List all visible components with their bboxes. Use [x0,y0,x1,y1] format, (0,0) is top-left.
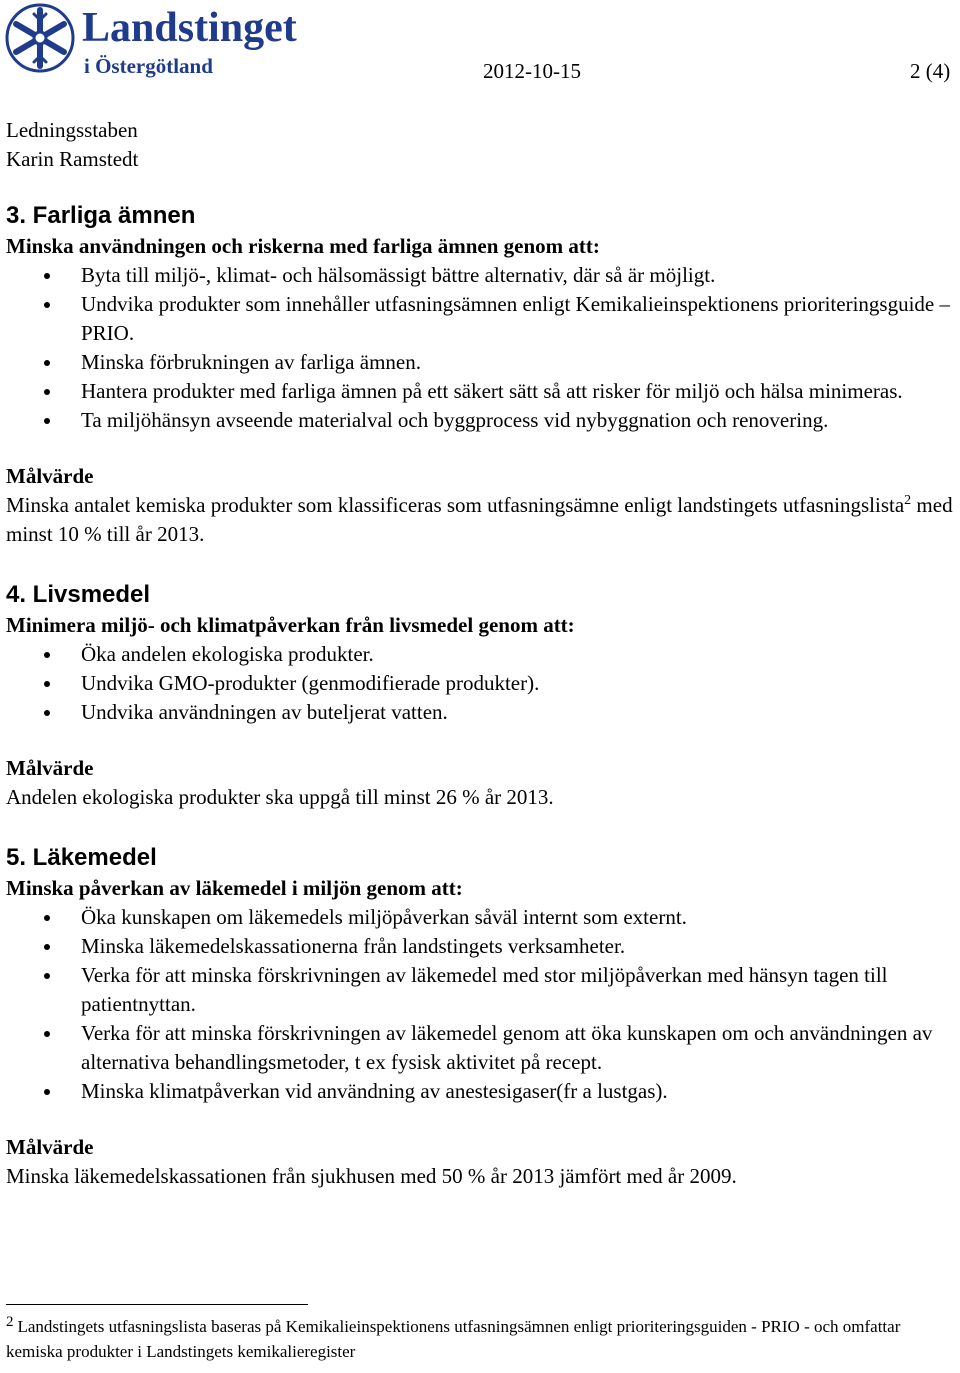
bullet-icon [44,915,50,921]
section-heading: 5. Läkemedel [6,844,157,871]
section-pharmaceuticals [6,842,956,1191]
bullet-icon [44,1031,50,1037]
list-item: Minska läkemedelskassationerna från landstingets verksamheter. [6,932,956,961]
list-item: Öka kunskapen om läkemedels miljöpåverkan såväl internt som externt. [6,903,956,932]
department: Ledningsstaben [6,118,138,142]
bullet-icon [44,1089,50,1095]
target-label: Målvärde [6,464,94,488]
list-item: Undvika produkter som innehåller utfasningsämnen enligt Kemikalieinspektionens prioriteringsguide – PRIO. [6,290,956,348]
section-heading: 3. Farliga ämnen [6,202,196,229]
bullet-icon [44,944,50,950]
footnote-ref: 2 [904,493,912,508]
section-intro: Minska påverkan av läkemedel i miljön genom att: [6,876,463,900]
bullet-list [6,640,956,727]
target-text: Andelen ekologiska produkter ska uppgå till minst 26 % år 2013. [6,785,554,809]
bullet-icon [44,302,50,308]
list-item: Ta miljöhänsyn avseende materialval och byggprocess vid nybyggnation och renovering. [6,406,956,435]
list-item: Verka för att minska förskrivningen av läkemedel med stor miljöpåverkan med hänsyn tagen till patientnyttan. [6,961,956,1019]
footnote [6,1314,956,1364]
list-item: Öka andelen ekologiska produkter. [6,640,956,669]
bullet-list [6,903,956,1106]
bullet-icon [44,418,50,424]
section-hazardous-substances [6,200,956,549]
section-intro: Minska användningen och riskerna med farliga ämnen genom att: [6,234,600,258]
landstinget-logo [4,2,324,80]
bullet-icon [44,273,50,279]
author: Karin Ramstedt [6,147,139,171]
section-intro: Minimera miljö- och klimatpåverkan från livsmedel genom att: [6,613,575,637]
section-heading: 4. Livsmedel [6,581,151,608]
footnote-separator [6,1304,308,1305]
logo-title: Landstinget [82,5,297,51]
document-body [6,200,956,1191]
footnote-text: Landstingets utfasningslista baseras på Kemikalieinspektionens utfasningsämnen enligt prioriteringsguiden - PRIO - och omfattar kemiska produkter i Landstingets kemikalieregister [6,1317,901,1361]
target-text: Minska läkemedelskassationen från sjukhusen med 50 % år 2013 jämfört med år 2009. [6,1164,737,1188]
list-item: Undvika GMO-produkter (genmodifierade produkter). [6,669,956,698]
bullet-icon [44,360,50,366]
bullet-icon [44,681,50,687]
list-item: Verka för att minska förskrivningen av läkemedel genom att öka kunskapen om och användningen av alternativa behandlingsmetoder, t ex fysisk aktivitet på recept. [6,1019,956,1077]
bullet-icon [44,973,50,979]
target-label: Målvärde [6,1135,94,1159]
list-item: Hantera produkter med farliga ämnen på ett säkert sätt så att risker för miljö och hälsa minimeras. [6,377,956,406]
bullet-icon [44,710,50,716]
footnote-number: 2 [6,1314,14,1330]
sender-block [6,116,138,174]
list-item: Minska klimatpåverkan vid användning av anestesigaser(fr a lustgas). [6,1077,956,1106]
bullet-list [6,261,956,435]
logo-subtitle: i Östergötland [84,54,213,78]
target-text: Minska antalet kemiska produkter som klassificeras som utfasningsämne enligt landstingets utfasningslista$^2$ med minst 10 % till år 2013. [6,493,953,546]
list-item: Undvika användningen av buteljerat vatten. [6,698,956,727]
snowflake-emblem-icon [4,2,76,74]
section-food [6,579,956,812]
list-item: Byta till miljö-, klimat- och hälsomässigt bättre alternativ, där så är möjligt. [6,261,956,290]
bullet-icon [44,389,50,395]
page-number: 2 (4) [910,59,951,83]
target-label: Målvärde [6,756,94,780]
document-date: 2012-10-15 [483,59,581,83]
bullet-icon [44,652,50,658]
list-item: Minska förbrukningen av farliga ämnen. [6,348,956,377]
